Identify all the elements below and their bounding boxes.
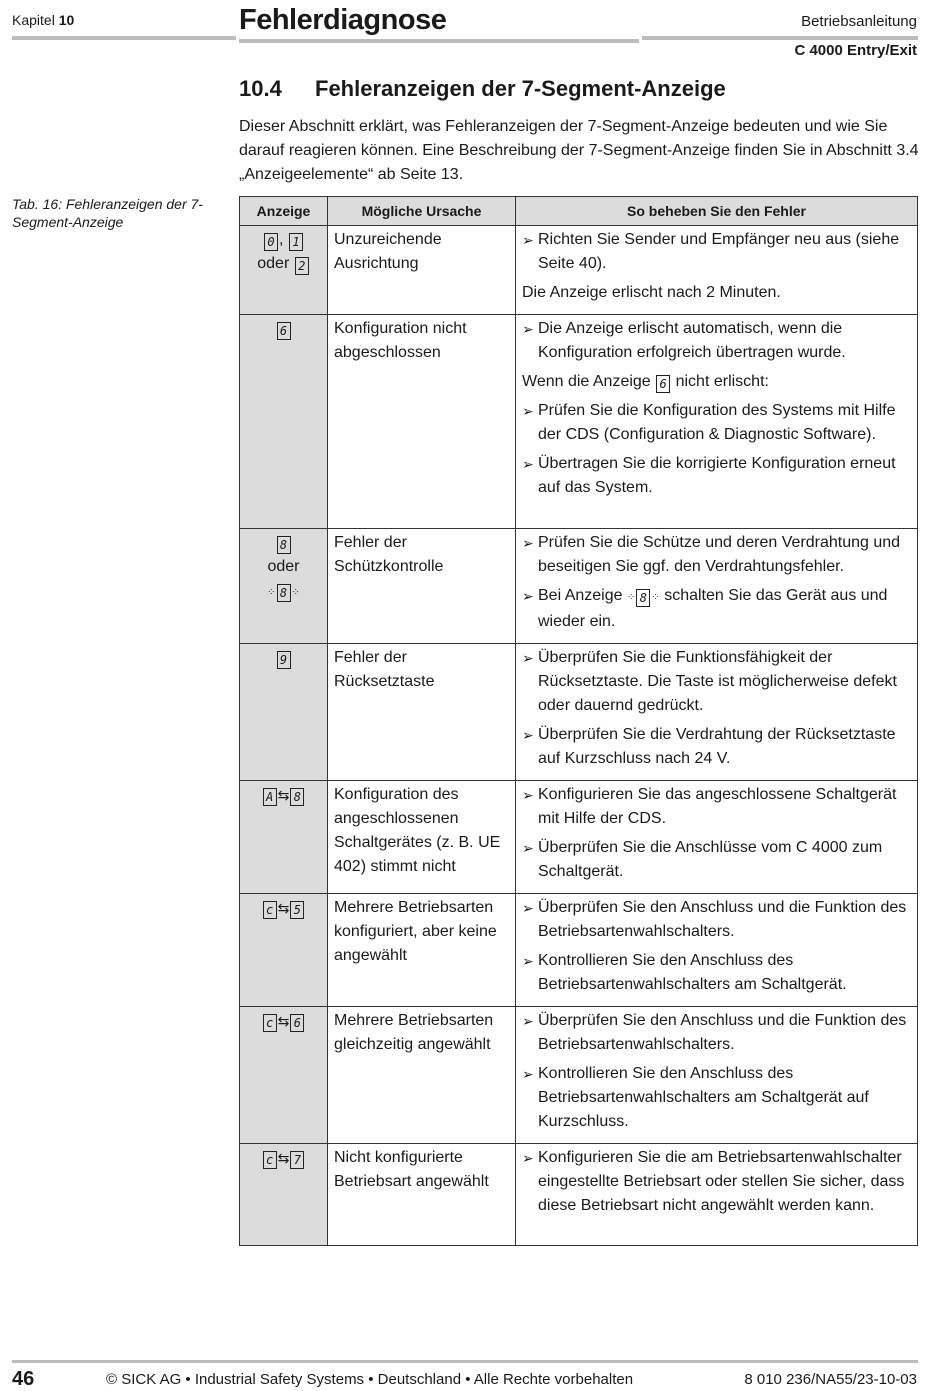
step-text: Kontrollieren Sie den Anschluss des Betriebsartenwahlschalters am Schaltgerät. bbox=[538, 952, 847, 993]
table-row bbox=[240, 226, 918, 315]
footer-copyright: © SICK AG • Industrial Safety Systems • Deutschland • Alle Rechte vorbehalten bbox=[106, 1371, 634, 1388]
display-cell bbox=[240, 781, 328, 894]
segment-display: 8 bbox=[277, 536, 291, 554]
table-row bbox=[240, 1007, 918, 1144]
remedy-cell bbox=[516, 1007, 918, 1144]
step-text: Prüfen Sie die Schütze und deren Verdrahtung und beseitigen Sie ggf. den Verdrahtungsfehler. bbox=[538, 534, 901, 575]
header-rule-right bbox=[642, 36, 918, 40]
remedy-cell bbox=[516, 1144, 918, 1246]
table-row bbox=[240, 315, 918, 529]
remedy-step bbox=[522, 836, 911, 884]
segment-display: 6 bbox=[290, 1014, 304, 1032]
or-word: oder bbox=[257, 255, 290, 272]
header-display: Anzeige bbox=[240, 197, 328, 226]
section-heading bbox=[239, 76, 726, 102]
blink-rays-icon: ⁘ bbox=[651, 592, 660, 603]
arrow-icon: ➢ bbox=[522, 840, 534, 856]
doc-type: Betriebsanleitung bbox=[801, 13, 917, 30]
remedy-cell bbox=[516, 529, 918, 644]
step-text: Konfigurieren Sie die am Betriebsartenwahlschalter eingestellte Betriebsart oder stellen Sie sicher, dass diese Betriebsart nicht angewählt werden kann. bbox=[538, 1149, 905, 1214]
step-text: Überprüfen Sie die Verdrahtung der Rücksetztaste auf Kurzschluss nach 24 V. bbox=[538, 726, 896, 767]
alternating-icon: ⇆ bbox=[277, 900, 290, 916]
cause-cell: Fehler der Rücksetztaste bbox=[328, 644, 516, 781]
remedy-step bbox=[522, 896, 911, 944]
chapter-label bbox=[12, 12, 74, 28]
segment-display: 6 bbox=[277, 322, 291, 340]
table-row bbox=[240, 894, 918, 1007]
note-pre: Wenn die Anzeige bbox=[522, 373, 651, 390]
remedy-cell bbox=[516, 226, 918, 315]
arrow-icon: ➢ bbox=[522, 456, 534, 472]
blinking-segment-display bbox=[267, 579, 300, 605]
arrow-icon: ➢ bbox=[522, 727, 534, 743]
arrow-icon: ➢ bbox=[522, 900, 534, 916]
segment-display: 8 bbox=[636, 589, 650, 607]
cause-cell: Konfiguration nicht abgeschlossen bbox=[328, 315, 516, 529]
cause-cell: Nicht konfigurierte Betriebsart angewählt bbox=[328, 1144, 516, 1246]
header-remedy: So beheben Sie den Fehler bbox=[516, 197, 918, 226]
alternating-icon: ⇆ bbox=[277, 1013, 290, 1029]
segment-display: 6 bbox=[656, 375, 670, 393]
segment-display: 9 bbox=[277, 651, 291, 669]
product-name: C 4000 Entry/Exit bbox=[794, 42, 917, 59]
remedy-step bbox=[522, 584, 911, 634]
table-row bbox=[240, 644, 918, 781]
display-cell bbox=[240, 894, 328, 1007]
arrow-icon: ➢ bbox=[522, 403, 534, 419]
segment-display: 8 bbox=[277, 584, 291, 602]
step-text: Übertragen Sie die korrigierte Konfiguration erneut auf das System. bbox=[538, 455, 896, 496]
header-rule-center bbox=[239, 39, 639, 43]
segment-display: c bbox=[263, 1014, 277, 1032]
table-row bbox=[240, 1144, 918, 1246]
arrow-icon: ➢ bbox=[522, 953, 534, 969]
remedy-cell bbox=[516, 315, 918, 529]
remedy-step bbox=[522, 1009, 911, 1057]
arrow-icon: ➢ bbox=[522, 535, 534, 551]
remedy-step bbox=[522, 949, 911, 997]
remedy-step bbox=[522, 452, 911, 500]
remedy-cell bbox=[516, 781, 918, 894]
segment-display: 0 bbox=[264, 233, 278, 251]
step-text: Richten Sie Sender und Empfänger neu aus (siehe Seite 40). bbox=[538, 231, 900, 272]
step-text: Überprüfen Sie die Anschlüsse vom C 4000 zum Schaltgerät. bbox=[538, 839, 883, 880]
segment-display: c bbox=[263, 901, 277, 919]
note-post: nicht erlischt: bbox=[675, 373, 769, 390]
step-text: Konfigurieren Sie das angeschlossene Schaltgerät mit Hilfe der CDS. bbox=[538, 786, 897, 827]
remedy-note: Die Anzeige erlischt nach 2 Minuten. bbox=[522, 284, 781, 301]
section-number: 10.4 bbox=[239, 76, 282, 101]
footer-doc-id: 8 010 236/NA55/23-10-03 bbox=[744, 1371, 917, 1388]
table-header-row bbox=[240, 197, 918, 226]
remedy-step bbox=[522, 1146, 911, 1218]
cause-cell: Mehrere Betriebsarten gleichzeitig angewählt bbox=[328, 1007, 516, 1144]
arrow-icon: ➢ bbox=[522, 650, 534, 666]
blink-rays-icon: ⁘ bbox=[291, 587, 300, 598]
step-text: Überprüfen Sie den Anschluss und die Funktion des Betriebsartenwahlschalters. bbox=[538, 1012, 907, 1053]
segment-display: 5 bbox=[290, 901, 304, 919]
step-text: Kontrollieren Sie den Anschluss des Betriebsartenwahlschalters am Schaltgerät auf Kurzschluss. bbox=[538, 1065, 869, 1130]
separator: , bbox=[279, 231, 284, 248]
cause-cell: Fehler der Schützkontrolle bbox=[328, 529, 516, 644]
step-text: Überprüfen Sie die Funktionsfähigkeit der Rücksetztaste. Die Taste ist möglicherweise defekt oder dauernd gedrückt. bbox=[538, 649, 897, 714]
remedy-step bbox=[522, 531, 911, 579]
page-title: Fehlerdiagnose bbox=[239, 4, 447, 36]
step-pre: Bei Anzeige bbox=[538, 587, 623, 604]
cause-cell: Mehrere Betriebsarten konfiguriert, aber keine angewählt bbox=[328, 894, 516, 1007]
remedy-note bbox=[522, 370, 911, 394]
arrow-icon: ➢ bbox=[522, 787, 534, 803]
intro-paragraph: Dieser Abschnitt erklärt, was Fehleranzeigen der 7-Segment-Anzeige bedeuten und wie Sie darauf reagieren können. Eine Beschreibung der 7-Segment-Anzeige finden Sie in Abschnitt 3.4 „Anzeigeelemente“ ab Seite 13. bbox=[239, 118, 919, 183]
remedy-step bbox=[522, 1062, 911, 1134]
step-text: Überprüfen Sie den Anschluss und die Funktion des Betriebsartenwahlschalters. bbox=[538, 899, 907, 940]
remedy-step bbox=[522, 317, 911, 365]
display-cell bbox=[240, 226, 328, 315]
segment-display: A bbox=[263, 788, 277, 806]
chapter-number: 10 bbox=[58, 12, 75, 28]
arrow-icon: ➢ bbox=[522, 588, 534, 604]
display-cell bbox=[240, 1144, 328, 1246]
footer-rule bbox=[12, 1360, 918, 1363]
arrow-icon: ➢ bbox=[522, 321, 534, 337]
arrow-icon: ➢ bbox=[522, 1013, 534, 1029]
blink-rays-icon: ⁘ bbox=[267, 587, 276, 598]
display-cell bbox=[240, 529, 328, 644]
table-caption: Tab. 16: Fehleranzeigen der 7-Segment-Anzeige bbox=[12, 196, 203, 230]
segment-display: 2 bbox=[295, 257, 309, 275]
alternating-icon: ⇆ bbox=[277, 1150, 290, 1166]
remedy-step bbox=[522, 228, 911, 276]
segment-display: 1 bbox=[289, 233, 303, 251]
display-cell bbox=[240, 315, 328, 529]
arrow-icon: ➢ bbox=[522, 232, 534, 248]
display-cell bbox=[240, 644, 328, 781]
blink-rays-icon: ⁘ bbox=[626, 592, 636, 603]
remedy-step bbox=[522, 399, 911, 447]
header-cause: Mögliche Ursache bbox=[328, 197, 516, 226]
arrow-icon: ➢ bbox=[522, 1150, 534, 1166]
section-title: Fehleranzeigen der 7-Segment-Anzeige bbox=[315, 76, 726, 101]
chapter-word: Kapitel bbox=[12, 12, 55, 28]
remedy-step bbox=[522, 723, 911, 771]
cause-cell: Konfiguration des angeschlossenen Schaltgerätes (z. B. UE 402) stimmt nicht bbox=[328, 781, 516, 894]
cause-cell: Unzureichende Ausrichtung bbox=[328, 226, 516, 315]
arrow-icon: ➢ bbox=[522, 1066, 534, 1082]
remedy-cell bbox=[516, 894, 918, 1007]
header-rule-left bbox=[12, 36, 236, 40]
segment-display: 7 bbox=[290, 1151, 304, 1169]
step-post: schalten Sie das Gerät aus und wieder ein. bbox=[538, 587, 888, 630]
segment-display: c bbox=[263, 1151, 277, 1169]
page-number: 46 bbox=[12, 1368, 35, 1390]
step-text: Prüfen Sie die Konfiguration des Systems mit Hilfe der CDS (Configuration & Diagnostic Software). bbox=[538, 402, 896, 443]
remedy-cell bbox=[516, 644, 918, 781]
remedy-step bbox=[522, 783, 911, 831]
remedy-step bbox=[522, 646, 911, 718]
display-cell bbox=[240, 1007, 328, 1144]
alternating-icon: ⇆ bbox=[277, 787, 290, 803]
blinking-segment-display bbox=[627, 584, 660, 610]
table-row bbox=[240, 781, 918, 894]
table-row bbox=[240, 529, 918, 644]
step-text: Die Anzeige erlischt automatisch, wenn die Konfiguration erfolgreich übertragen wurde. bbox=[538, 320, 846, 361]
or-word: oder bbox=[267, 558, 300, 575]
segment-display: 8 bbox=[290, 788, 304, 806]
error-table bbox=[239, 196, 918, 1246]
